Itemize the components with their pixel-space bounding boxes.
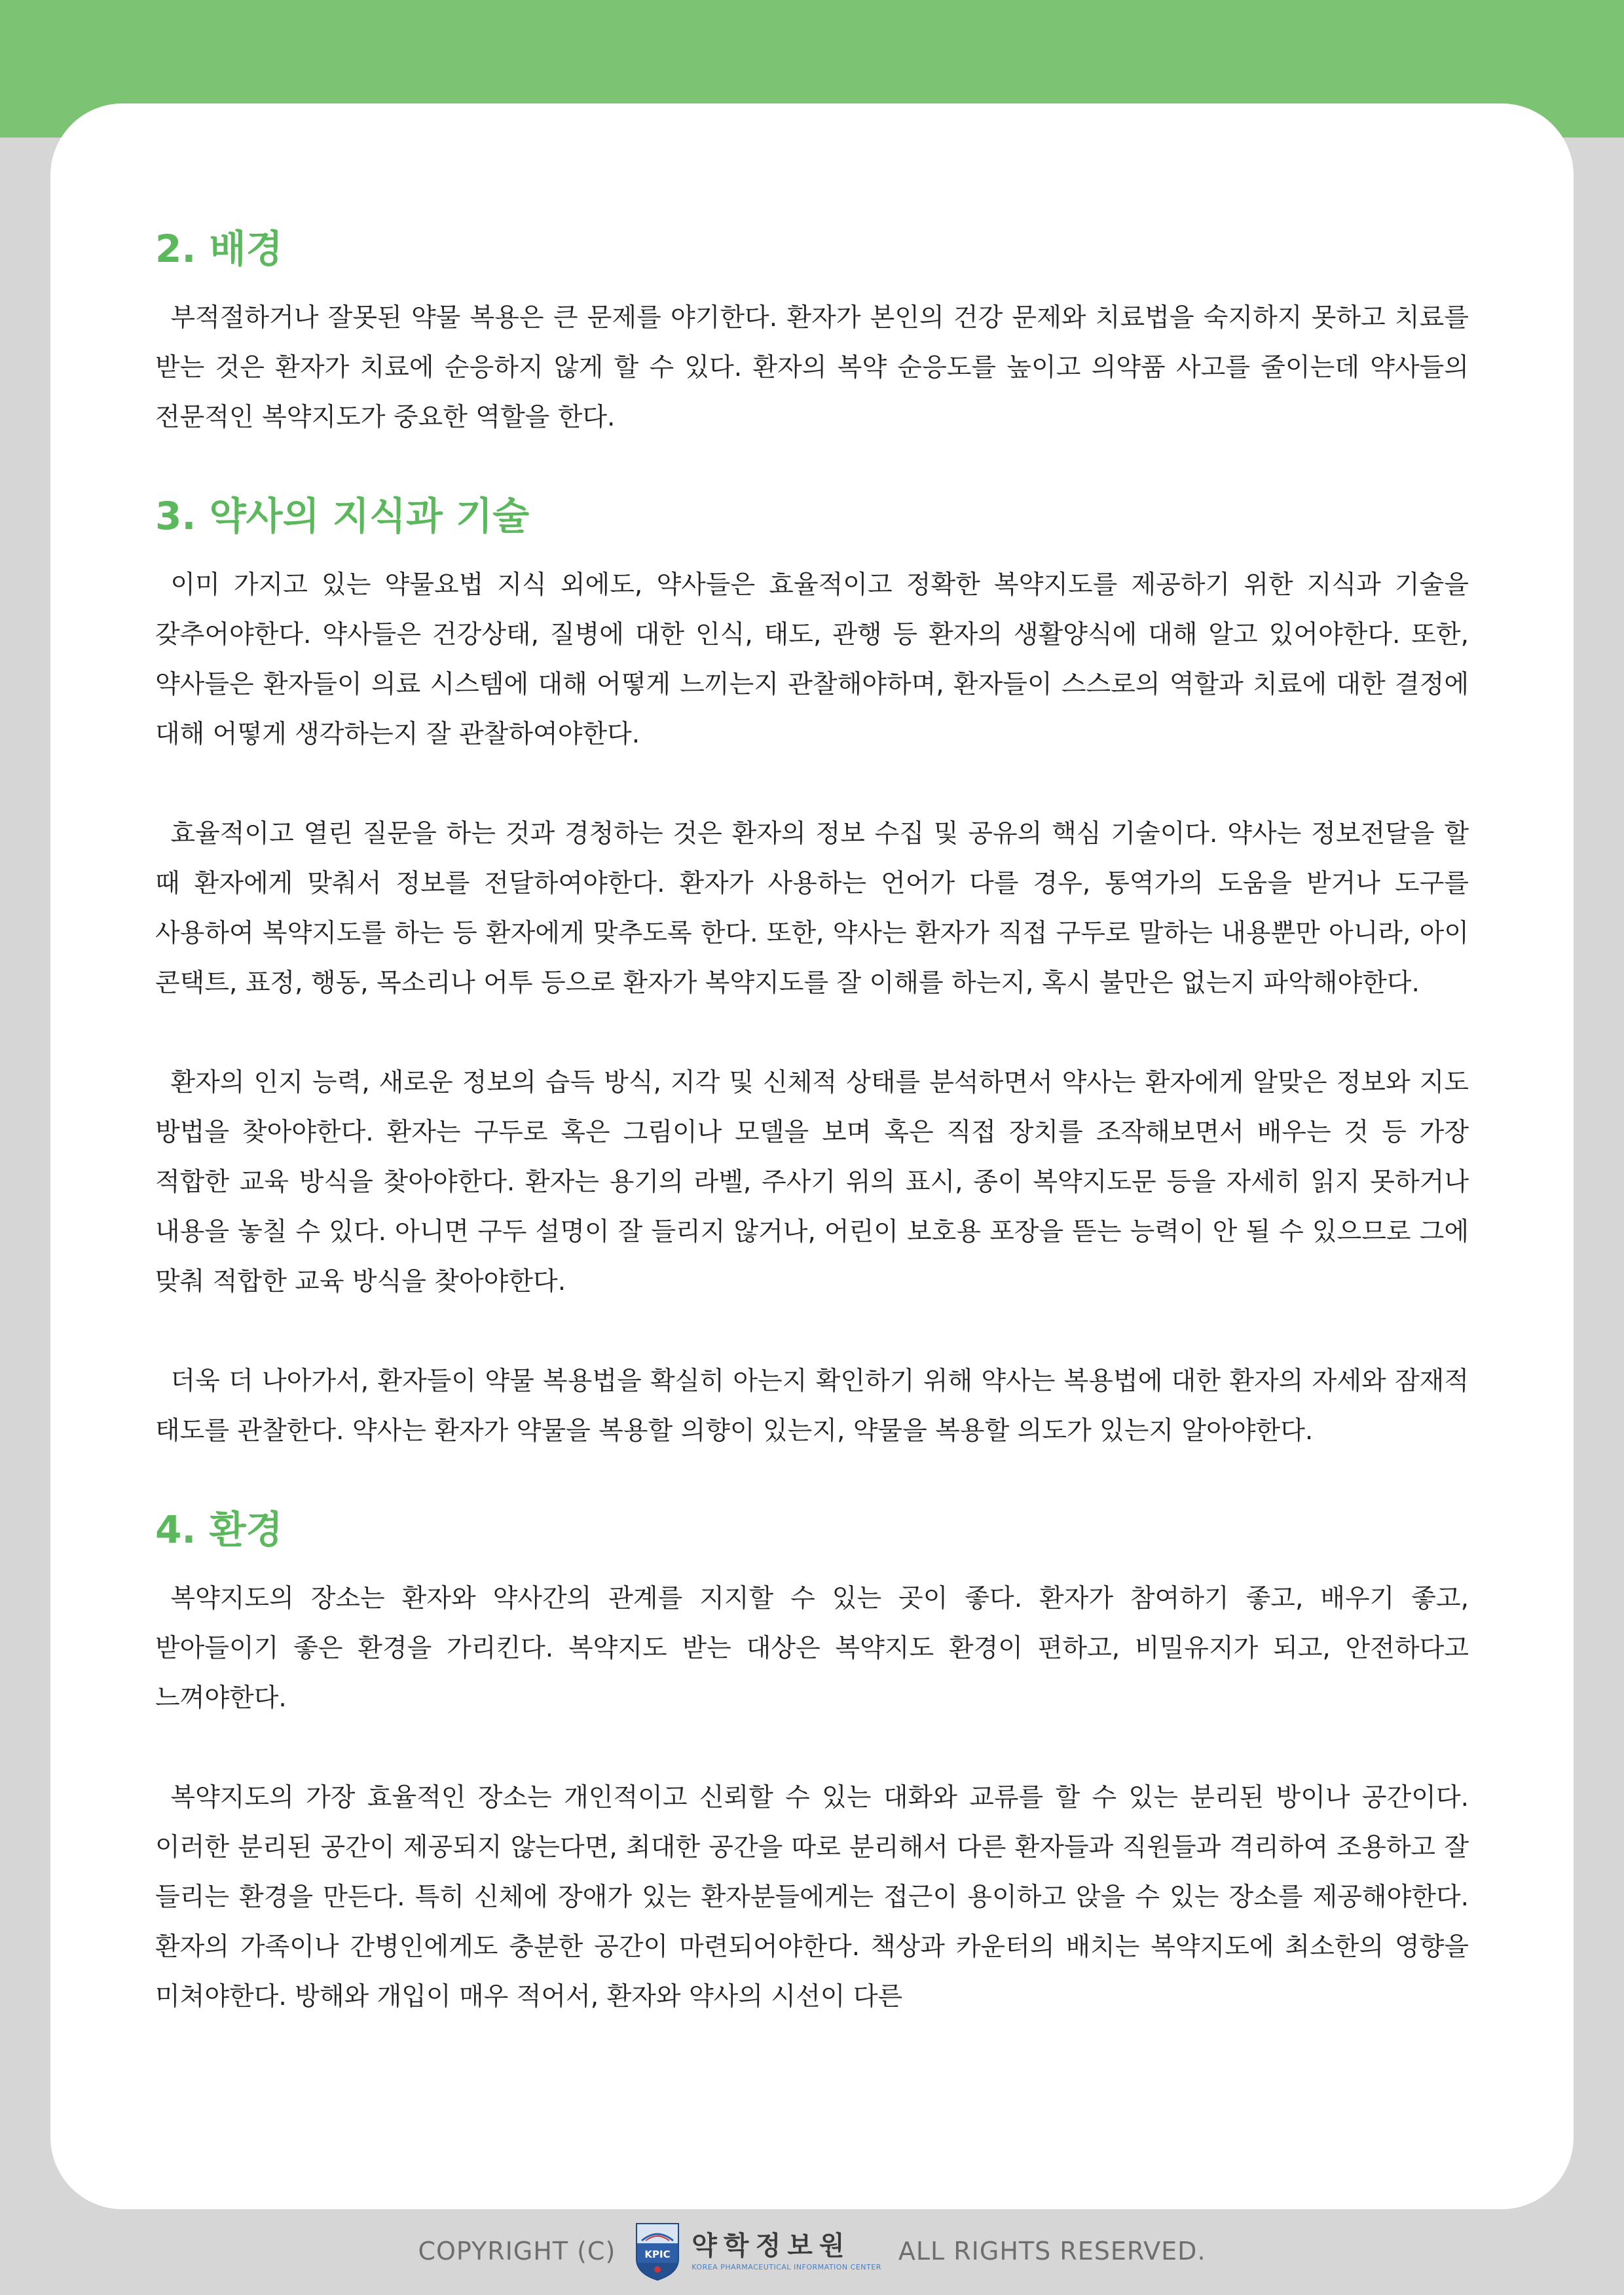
logo-subtitle: KOREA PHARMACEUTICAL INFORMATION CENTER xyxy=(692,2263,881,2271)
paragraph: 복약지도의 장소는 환자와 약사간의 관계를 지지할 수 있는 곳이 좋다. 환자가 참여하기 좋고, 배우기 좋고, 받아들이기 좋은 환경을 가리킨다. 복약지도 받는 대상은 복약지도 환경이 편하고, 비밀유지가 되고, 안전하다고 느껴야한다. xyxy=(155,1584,1469,1713)
document-content xyxy=(155,223,1469,2022)
paragraph: 더욱 더 나아가서, 환자들이 약물 복용법을 확실히 아는지 확인하기 위해 약사는 복용법에 대한 환자의 자세와 잠재적 태도를 관찰한다. 약사는 환자가 약물을 복용할 의향이 있는지, 약물을 복용할 의도가 있는지 알아야한다. xyxy=(155,1367,1469,1446)
copyright-text: COPYRIGHT (C) xyxy=(418,2237,616,2266)
section-title-knowledge-skills: 3. 약사의 지식과 기술 xyxy=(155,494,530,538)
paragraph: 복약지도의 가장 효율적인 장소는 개인적이고 신뢰할 수 있는 대화와 교류를 할 수 있는 분리된 방이나 공간이다. 이러한 분리된 공간이 제공되지 않는다면, 최대한 공간을 따로 분리해서 다른 환자들과 직원들과 격리하여 조용하고 잘 들리는 환경을 만든다. 특히 신체에 장애가 있는 환자분들에게는 접근이 용이하고 앉을 수 있는 장소를 제공해야한다. 환자의 가족이나 간병인에게도 충분한 공간이 마련되어야한다. 책상과 카운터의 배치는 복약지도에 최소한의 영향을 미쳐야한다. 방해와 개입이 매우 적어서, 환자와 약사의 시선이 다른 xyxy=(155,1783,1469,2011)
paragraph: 환자의 인지 능력, 새로운 정보의 습득 방식, 지각 및 신체적 상태를 분석하면서 약사는 환자에게 알맞은 정보와 지도 방법을 찾아야한다. 환자는 구두로 혹은 그림이나 모델을 보며 혹은 직접 장치를 조작해보면서 배우는 것 등 가장 적합한 교육 방식을 찾아야한다. 환자는 용기의 라벨, 주사기 위의 표시, 종이 복약지도문 등을 자세히 읽지 못하거나 내용을 놓칠 수 있다. 아니면 구두 설명이 잘 들리지 않거나, 어린이 보호용 포장을 뜯는 능력이 안 될 수 있으므로 그에 맞춰 적합한 교육 방식을 찾아야한다. xyxy=(155,1068,1469,1296)
document-card xyxy=(50,103,1574,2209)
kpic-emblem-icon xyxy=(633,2221,682,2281)
section-title-environment: 4. 환경 xyxy=(155,1507,283,1552)
section-title-background: 2. 배경 xyxy=(155,227,283,271)
kpic-logo xyxy=(633,2221,881,2281)
logo-name: 약학정보원 xyxy=(692,2231,851,2261)
footer xyxy=(0,2218,1624,2284)
emblem-label: KPIC xyxy=(644,2249,671,2260)
paragraph: 효율적이고 열린 질문을 하는 것과 경청하는 것은 환자의 정보 수집 및 공유의 핵심 기술이다. 약사는 정보전달을 할 때 환자에게 맞춰서 정보를 전달하여야한다. 환자가 사용하는 언어가 다를 경우, 통역가의 도움을 받거나 도구를 사용하여 복약지도를 하는 등 환자에게 맞추도록 한다. 또한, 약사는 환자가 직접 구두로 말하는 내용뿐만 아니라, 아이 콘택트, 표정, 행동, 목소리나 어투 등으로 환자가 복약지도를 잘 이해를 하는지, 혹시 불만은 없는지 파악해야한다. xyxy=(155,819,1469,998)
paragraph: 부적절하거나 잘못된 약물 복용은 큰 문제를 야기한다. 환자가 본인의 건강 문제와 치료법을 숙지하지 못하고 치료를 받는 것은 환자가 치료에 순응하지 않게 할 수 있다. 환자의 복약 순응도를 높이고 의약품 사고를 줄이는데 약사들의 전문적인 복약지도가 중요한 역할을 한다. xyxy=(155,303,1469,432)
rights-reserved-text: ALL RIGHTS RESERVED. xyxy=(898,2237,1206,2266)
paragraph: 이미 가지고 있는 약물요법 지식 외에도, 약사들은 효율적이고 정확한 복약지도를 제공하기 위한 지식과 기술을 갖추어야한다. 약사들은 건강상태, 질병에 대한 인식, 태도, 관행 등 환자의 생활양식에 대해 알고 있어야한다. 또한, 약사들은 환자들이 의료 시스템에 대해 어떻게 느끼는지 관찰해야하며, 환자들이 스스로의 역할과 치료에 대한 결정에 대해 어떻게 생각하는지 잘 관찰하여야한다. xyxy=(155,570,1469,749)
